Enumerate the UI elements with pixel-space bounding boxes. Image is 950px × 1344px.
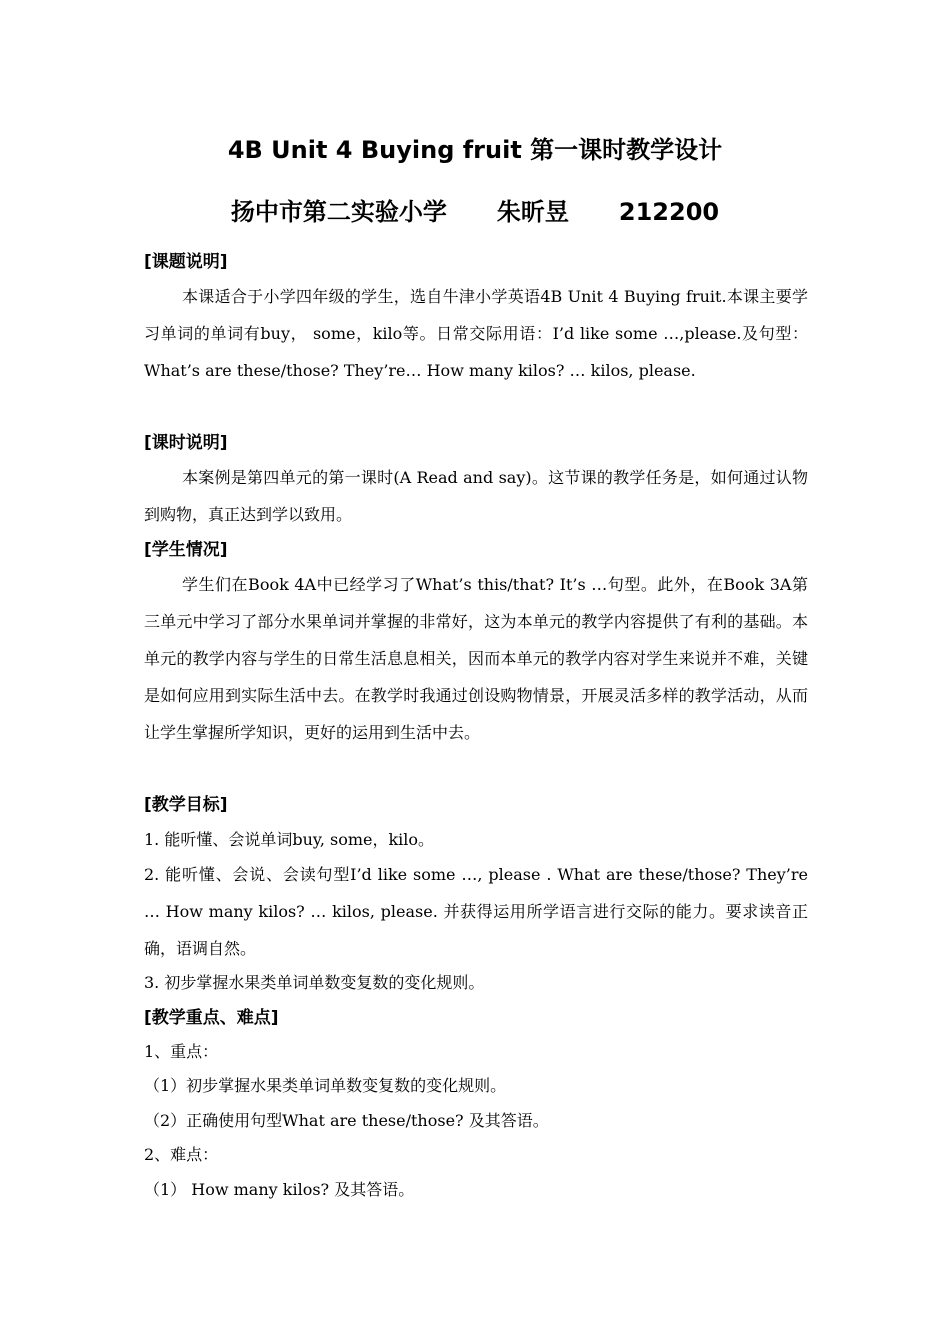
focus-item-2: （2）正确使用句型What are these/those? 及其答语。 bbox=[144, 1111, 549, 1130]
objective-item-2: 2. 能听懂、会说、会读句型I’d like some …, please . What are these/those? They’re … How many kilos? … kilos, please. 并获得运用所学语言进行交际的能力。要求读音正确，语调自然。 bbox=[144, 865, 808, 958]
school-name: 扬中市第二实验小学 bbox=[230, 198, 447, 226]
focus-item-1: （1）初步掌握水果类单词单数变复数的变化规则。 bbox=[144, 1076, 507, 1095]
objective-item-3: 3. 初步掌握水果类单词单数变复数的变化规则。 bbox=[144, 973, 485, 992]
focus-label: 1、重点： bbox=[144, 1042, 219, 1061]
difficulty-item-1: （1） How many kilos? 及其答语。 bbox=[144, 1180, 415, 1199]
section-heading-students: [学生情况] bbox=[144, 540, 228, 560]
students-text: 学生们在Book 4A中已经学习了What’s this/that? It’s …句型。此外，在Book 3A第三单元中学习了部分水果单词并掌握的非常好，这为本单元的教学内容提供了有利的基础。本单元的教学内容与学生的日常生活息息相关，因而本单元的教学内容对学生来说并不难，关键是如何应用到实际生活中去。在教学时我通过创设购物情景，开展灵活多样的教学活动，从而让学生掌握所学知识，更好的运用到生活中去。 bbox=[144, 575, 808, 742]
author-line bbox=[0, 196, 950, 228]
author-name: 朱昕昱 bbox=[496, 198, 569, 226]
objective-item-1: 1. 能听懂、会说单词buy, some，kilo。 bbox=[144, 830, 435, 849]
postcode: 212200 bbox=[618, 198, 720, 226]
section-heading-objectives: [教学目标] bbox=[144, 795, 228, 815]
document-title: 4B Unit 4 Buying fruit 第一课时教学设计 bbox=[227, 136, 723, 164]
section-heading-lesson-intro: [课时说明] bbox=[144, 433, 228, 453]
difficulty-label: 2、难点： bbox=[144, 1145, 219, 1164]
lesson-intro-text: 本案例是第四单元的第一课时(A Read and say)。这节课的教学任务是，如何通过认物到购物，真正达到学以致用。 bbox=[144, 468, 808, 524]
section-heading-key-points: [教学重点、难点] bbox=[144, 1008, 279, 1028]
section-heading-course-intro: [课题说明] bbox=[144, 252, 228, 272]
course-intro-text: 本课适合于小学四年级的学生，选自牛津小学英语4B Unit 4 Buying fruit.本课主要学习单词的单词有buy， some，kilo等。日常交际用语：I’d like some …,please.及句型：What’s are these/those? They’re… How many kilos? … kilos, please. bbox=[144, 287, 808, 380]
